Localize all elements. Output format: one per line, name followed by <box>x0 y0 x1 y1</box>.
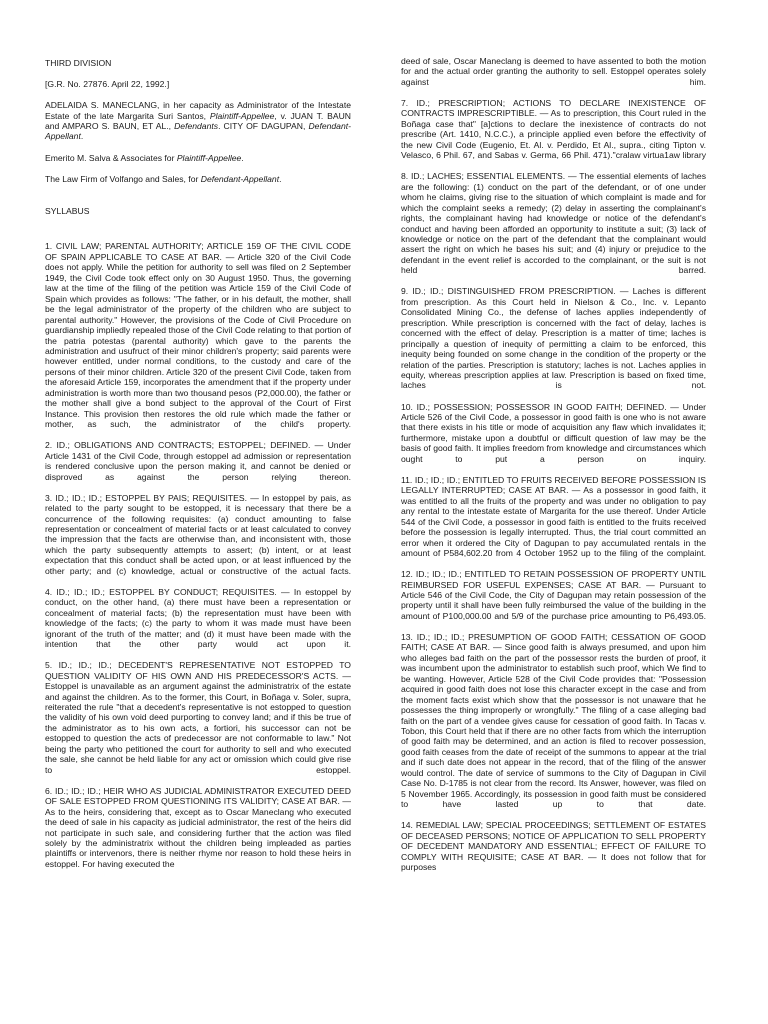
case-caption: ADELAIDA S. MANECLANG, in her capacity as Administrator of the Intestate Estate of the late Margarita Suri Santos, Plaintiff-Appellee, v. JUAN T. BAUN and AMPARO S. BAUN, ET AL., Defendants. CITY OF DAGUPAN, Defendant-Appellant. <box>45 100 351 142</box>
counsel-appellant: The Law Firm of Volfango and Sales, for Defendant-Appellant. <box>45 173 282 184</box>
syllabus-item-13: 13. ID.; ID.; ID.; PRESUMPTION OF GOOD FAITH; CESSATION OF GOOD FAITH; CASE AT BAR. — Since good faith is always presumed, and upon him who alleges bad faith on the part of the possessor rests the burden of proof, it was incumbent upon the administrator to establish such proof, which We find to be wanting. However, Article 528 of the Civil Code provides that: "Possession acquired in good faith does not lose this character except in the case and from the moment facts exist which show that the possessor is not unaware that he possesses the thing improperly or wrongfully." The filing of a case alleging bad faith on the part of a vendee gives cause for cessation of good faith. In Tacas v. Tobon, this Court held that if there are no other facts from which the interruption of good faith may be determined, and an action is filed to recover possession, good faith ceases from the date of receipt of the summons to appear at the trial and if such date does not appear in the record, that of the filing of the answer would control. The date of service of summons to the City of Dagupan in Civil Case No. D-1785 is not clear from the record. Its Answer, however, was filed on 5 November 1965. Accordingly, its possession in good faith must be considered to have lasted up to that date. <box>401 631 706 810</box>
syllabus-item-10: 10. ID.; POSSESSION; POSSESSOR IN GOOD FAITH; DEFINED. — Under Article 526 of the Civil Code, a possessor in good faith is one who is not aware that there exists in his title or mode of acquisition any flaw which invalidates it; furthermore, mistake upon a doubtful or difficult question of law may be the basis of good faith. It implies freedom from knowledge and circumstances which ought to put a person on inquiry. <box>401 401 706 464</box>
syllabus-item-6: 6. ID.; ID.; ID.; HEIR WHO AS JUDICIAL ADMINISTRATOR EXECUTED DEED OF SALE ESTOPPED FROM QUESTIONING ITS VALIDITY; CASE AT BAR. — As to the heirs, considering that, except as to Oscar Maneclang who executed the deed of sale in his capacity as judicial administrator, the rest of the heirs did not participate in such sale, and considering further that the action was filed solely by the administratrix without the children being impleaded as parties plaintiffs or intervenors, there is neither rhyme nor reason to hold these heirs in estoppel. For having executed the <box>45 785 351 869</box>
syllabus-item-7: 7. ID.; PRESCRIPTION; ACTIONS TO DECLARE INEXISTENCE OF CONTRACTS IMPRESCRIPTIBLE. — As to prescription, this Court ruled in the Boñaga case that" [a]ctions to declare the inexistence of contracts do not prescribe (Art. 1410, N.C.C.), a principle applied even before the effectivity of the new Civil Code (Eugenio, Et. Al. v. Perdido, Et Al., supra., citing Tipton v. Velasco, 6 Phil. 67, and Sabas v. Germa, 66 Phil. 471)."cralaw virtua1aw library <box>401 97 706 161</box>
division-heading: THIRD DIVISION <box>45 58 112 68</box>
syllabus-item-4: 4. ID.; ID.; ID.; ESTOPPEL BY CONDUCT; REQUISITES. — In estoppel by conduct, on the other hand, (a) there must have been a representation or concealment of material facts; (b) the representation must have been with knowledge of the facts; (c) the party to whom it was made must have been ignorant of the truth of the matter; and (d) it must have been made with the intention that the other party would act upon it. <box>45 586 351 650</box>
syllabus-item-1: 1. CIVIL LAW; PARENTAL AUTHORITY; ARTICLE 159 OF THE CIVIL CODE OF SPAIN APPLICABLE TO CASE AT BAR. — Article 320 of the Civil Code does not apply. While the petition for authority to sell was filed on 2 September 1949, the Civil Code took effect only on 30 August 1950. Thus, the governing law at the time of the filing of the petition was Article 159 of the Civil Code of Spain which provides as follows: "The father, or in his default, the mother, shall be the legal administrator of the property of the children who are subject to parental authority." However, the provisions of the Code of Civil Procedure on guardianship impliedly repealed those of the Civil Code relating to that portion of the patria potestas (parental authority) which gave to the parents the administration and usufruct of their minor children's property; said parents were however entitled, under normal conditions, to the custody and care of the persons of their minor children. Article 320 of the present Civil Code, taken from the aforesaid Article 159, incorporates the amendment that if the property under administration is worth more than two thousand pesos (P2,000.00), the father or the mother shall give a bond subject to the approval of the Court of First Instance. This provision then restores the old rule which made the father or mother, as such, the administrator of the child's property. <box>45 241 351 430</box>
syllabus-item-5: 5. ID.; ID.; ID.; DECEDENT'S REPRESENTATIVE NOT ESTOPPED TO QUESTION VALIDITY OF HIS OWN AND HIS PREDECESSOR'S ACTS. — Estoppel is unavailable as an argument against the administratrix of the estate and against the children. As to the former, this Court, in Boñaga v. Soler, supra, reiterated the rule "that a decedent's representative is not estopped to question the validity of his own void deed purporting to convey land; and if this be true of the administrator as to his own acts, a fortiori, his successor can not be estopped to question the acts of predecessor are not conformable to law." Not being the party who petitioned the court for authority to sell and who executed the sale, she cannot be held liable for any act or omission which could give rise to estoppel. <box>45 660 351 775</box>
syllabus-item-14: 14. REMEDIAL LAW; SPECIAL PROCEEDINGS; SETTLEMENT OF ESTATES OF DECEASED PERSONS; NOTICE OF APPLICATION TO SELL PROPERTY OF DECEDENT MANDATORY AND ESSENTIAL; EFFECT OF FAILURE TO COMPLY WITH REQUISITE; CASE AT BAR. — It does not follow that for purposes <box>401 820 706 873</box>
syllabus-item-11: 11. ID.; ID.; ID.; ENTITLED TO FRUITS RECEIVED BEFORE POSSESSION IS LEGALLY INTERRUPTED; CASE AT BAR. — As a possessor in good faith, it was entitled to all the fruits of the property and was under no obligation to pay any rental to the intestate estate of Margarita for the use thereof. Under Article 544 of the Civil Code, a possessor in good faith is entitled to the fruits received before the possession is legally interrupted. Thus, the trial court committed an error when it ordered the City of Dagupan to pay accumulated rentals in the amount of P584,602.20 from 4 October 1952 up to the filing of the complaint. <box>401 474 706 558</box>
syllabus-item-2: 2. ID.; OBLIGATIONS AND CONTRACTS; ESTOPPEL; DEFINED. — Under Article 1431 of the Civil Code, through estoppel ad admission or representation is rendered conclusive upon the person making it, and cannot be denied or disproved as against the person relying thereon. <box>45 440 351 482</box>
left-column <box>45 58 351 880</box>
counsel-appellee: Emerito M. Salva & Associates for Plaintiff-Appellee. <box>45 152 244 163</box>
syllabus-item-9: 9. ID.; ID.; DISTINGUISHED FROM PRESCRIPTION. — Laches is different from prescription. As this Court held in Nielson & Co., Inc. v. Lepanto Consolidated Mining Co., the defense of laches applies independently of prescription. While prescription is concerned with the fact of delay, laches is concerned with the effect of delay. Prescription is a matter of time; laches is principally a question of inequity of permitting a claim to be enforced, this inequity being founded on some change in the condition of the property or the relation of the parties. Prescription is statutory; laches is not. Laches applies in equity, whereas prescription applies at law. Prescription is based on fixed time, laches is not. <box>401 286 706 391</box>
syllabus-item-8: 8. ID.; LACHES; ESSENTIAL ELEMENTS. — The essential elements of laches are the following: (1) conduct on the part of the defendant, or of one under whom he claims, giving rise to the situation of which complaint is made and for which the complaint seeks a remedy; (2) delay in asserting the complainant's rights, the complainant having had knowledge or notice of the defendant's conduct and having been afforded an opportunity to institute a suit; (3) lack of knowledge or notice on the part of the defendant that the complainant would assert the right on which he bases his suit; and (4) injury or prejudice to the defendant in the event relief is accorded to the complainant, or the suit is not held barred. <box>401 171 706 276</box>
case-docket: [G.R. No. 27876. April 22, 1992.] <box>45 79 170 90</box>
syllabus-item-12: 12. ID.; ID.; ID.; ENTITLED TO RETAIN POSSESSION OF PROPERTY UNTIL REIMBURSED FOR USEFUL EXPENSES; CASE AT BAR. — Pursuant to Article 546 of the Civil Code, the City of Dagupan may retain possession of the property until it shall have been fully reimbursed the value of the building in the amount of P100,000.00 and 5/9 of the purchase price amounting to P6,493.05. <box>401 569 706 621</box>
syllabus-item-3: 3. ID.; ID.; ID.; ESTOPPEL BY PAIS; REQUISITES. — In estoppel by pais, as related to the party sought to be estopped, it is necessary that there be a concurrence of the following requisites: (a) conduct amounting to false representation or concealment of material facts or at least calculated to convey the impression that the facts are otherwise than, and inconsistent with, those which the party subsequently attempts to assert; (b) intent, or at least expectation that this conduct shall be acted upon, or at least influenced by the other party; and (c) knowledge, actual or constructive of the actual facts. <box>45 492 351 576</box>
syllabus-item-6-continued: deed of sale, Oscar Maneclang is deemed to have assented to both the motion for and the actual order granting the authority to sell. Estoppel operates solely against him. <box>401 56 706 87</box>
syllabus-heading: SYLLABUS <box>45 206 90 216</box>
right-column <box>401 56 706 883</box>
